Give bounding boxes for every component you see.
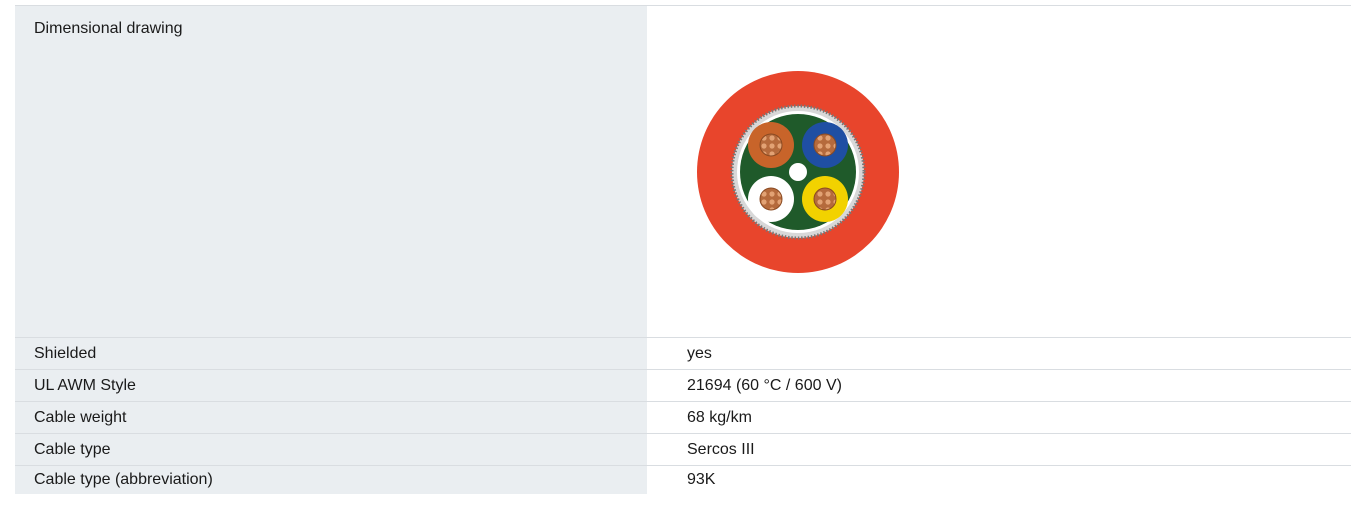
spec-row-shielded xyxy=(15,338,1351,370)
spec-value-drawing xyxy=(647,6,1351,337)
spec-row-cable-type xyxy=(15,434,1351,466)
spec-row-ul-awm-style xyxy=(15,370,1351,402)
spec-label: Cable type xyxy=(15,434,647,465)
spec-value: 93K xyxy=(647,466,1351,494)
spec-row-cable-type-abbreviation xyxy=(15,466,1351,494)
core-white xyxy=(748,176,794,222)
spec-label: Shielded xyxy=(15,338,647,369)
spec-row-dimensional-drawing xyxy=(15,6,1351,338)
spec-table xyxy=(15,5,1351,494)
core-brown xyxy=(748,122,794,168)
spec-label: Dimensional drawing xyxy=(15,6,647,337)
spec-row-cable-weight xyxy=(15,402,1351,434)
spec-label: Cable type (abbreviation) xyxy=(15,466,647,494)
spec-label: UL AWM Style xyxy=(15,370,647,401)
spec-value: 68 kg/km xyxy=(647,402,1351,433)
spec-value: yes xyxy=(647,338,1351,369)
cable-cross-section-icon xyxy=(696,70,900,274)
core-blue xyxy=(802,122,848,168)
core-yellow xyxy=(802,176,848,222)
spec-label: Cable weight xyxy=(15,402,647,433)
spec-value: Sercos III xyxy=(647,434,1351,465)
spec-value: 21694 (60 °C / 600 V) xyxy=(647,370,1351,401)
